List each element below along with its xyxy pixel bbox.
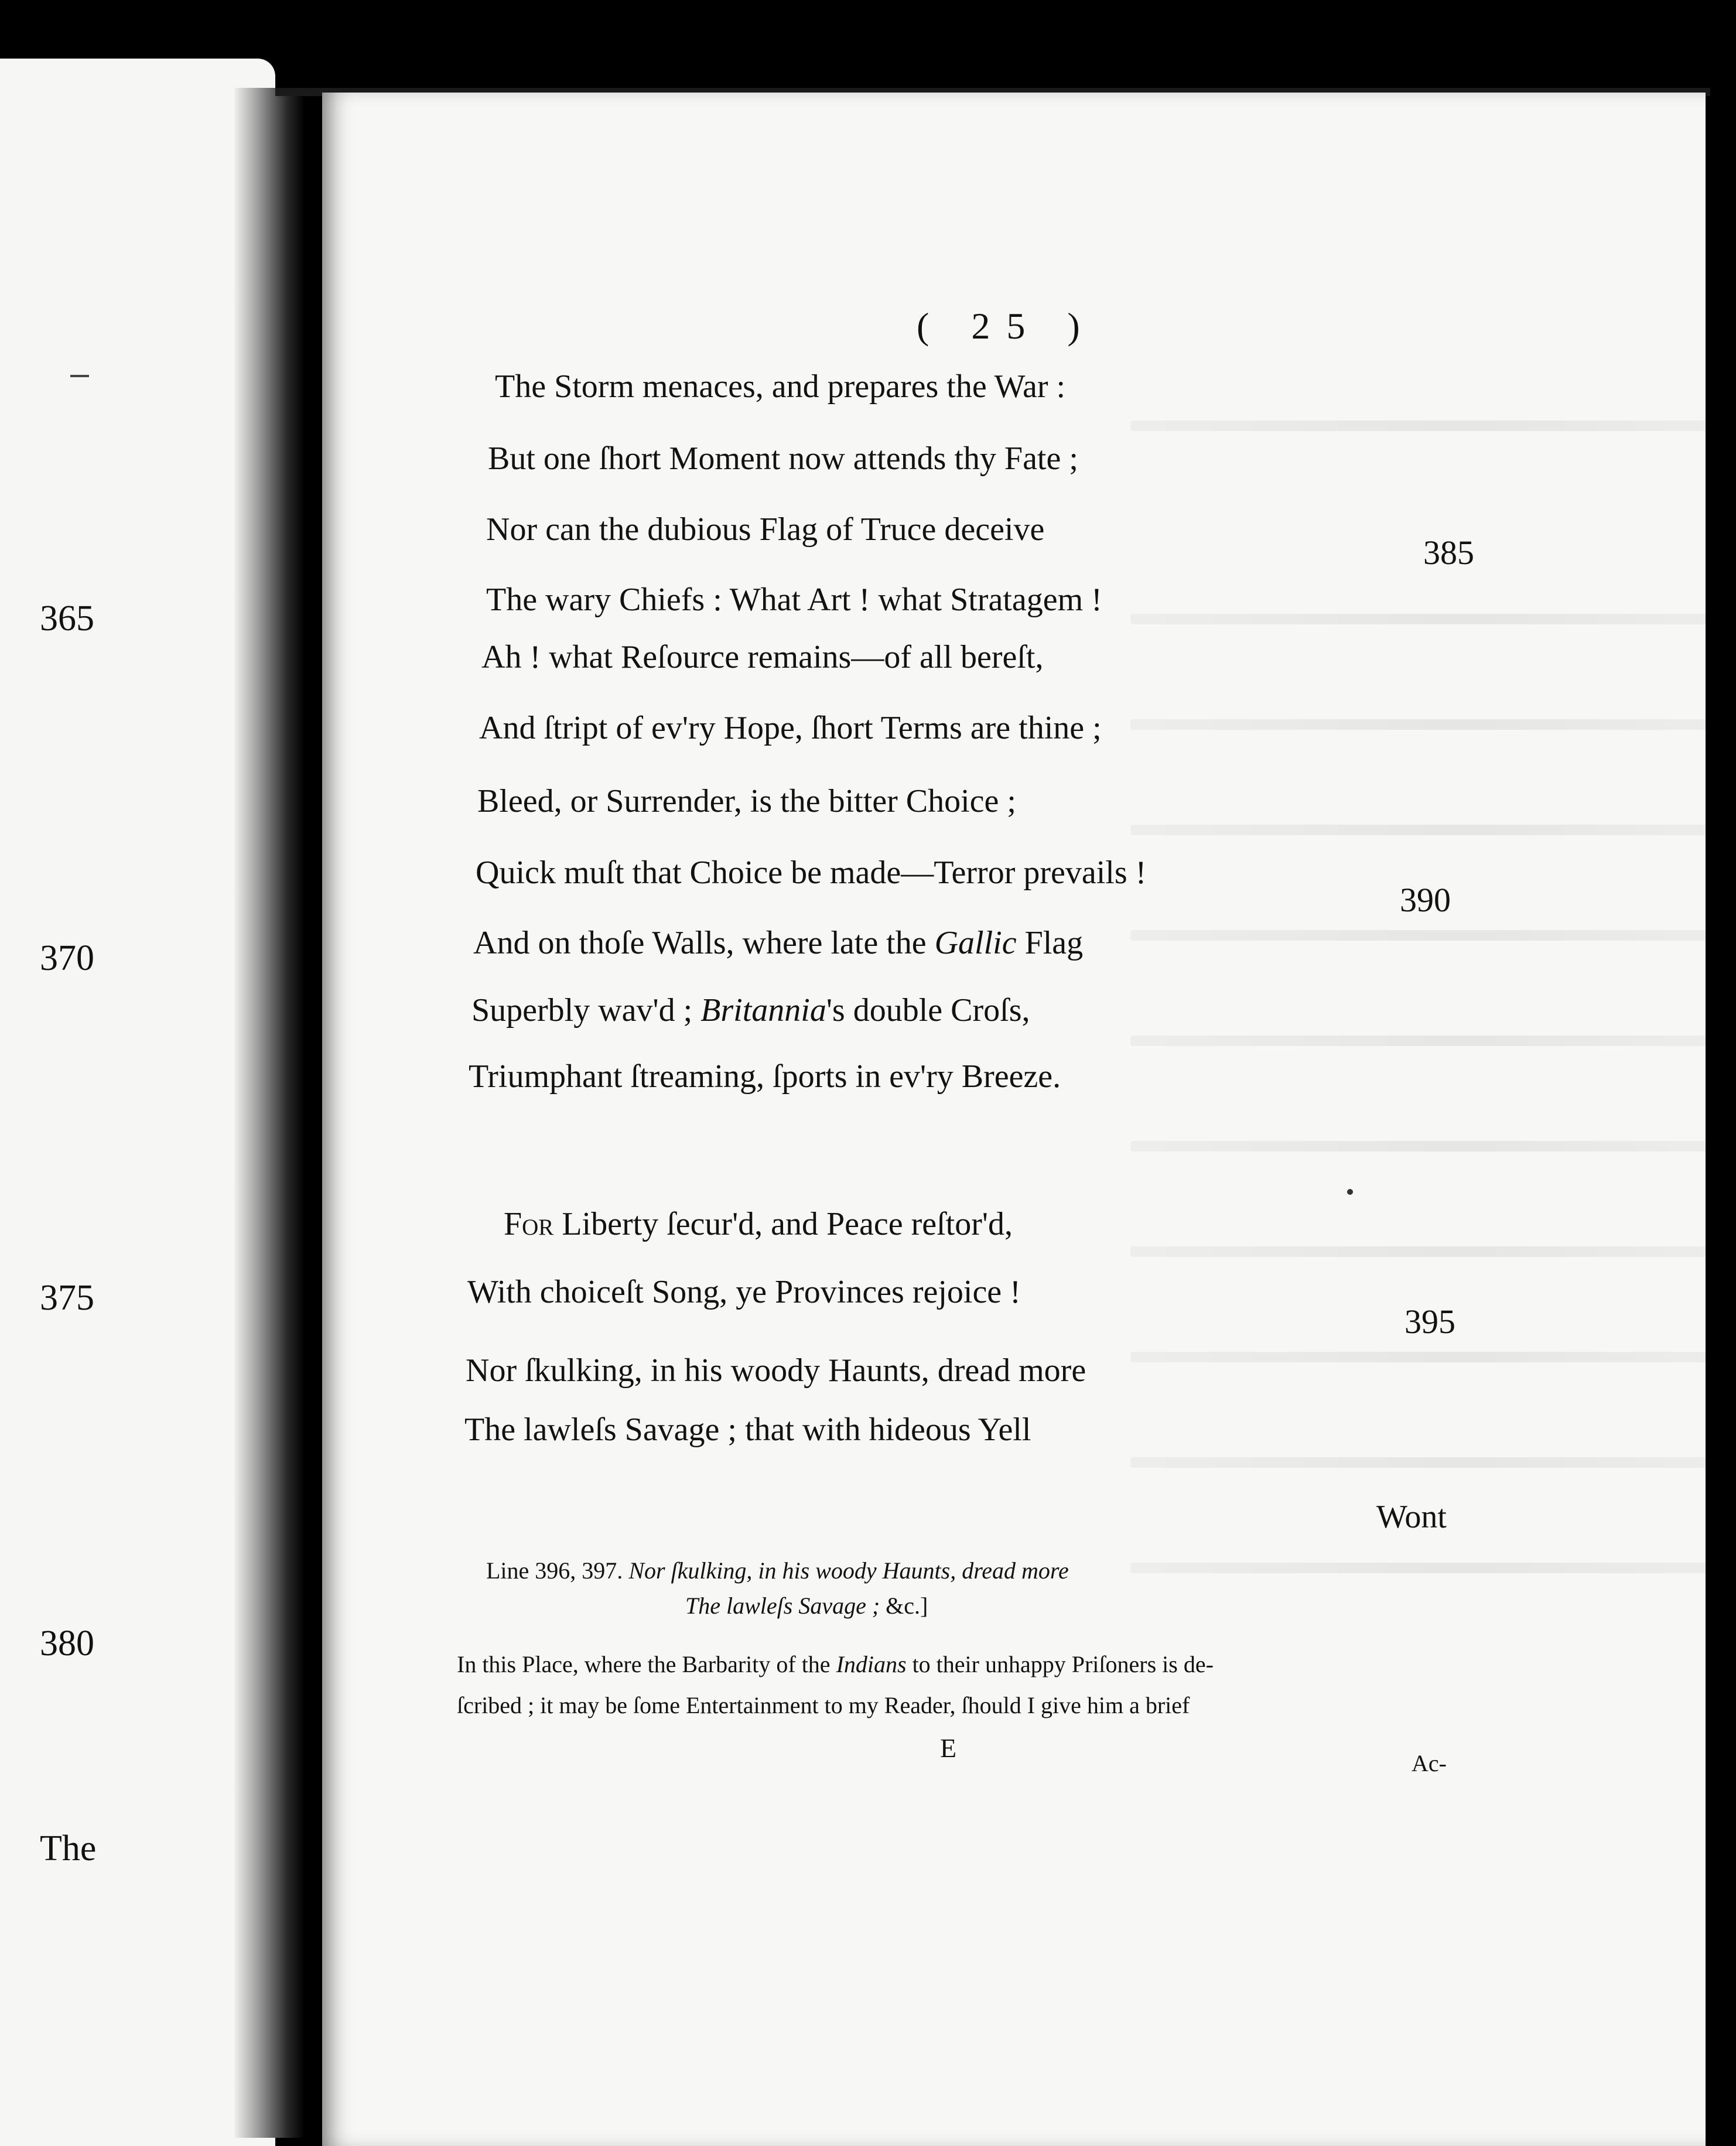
bleed-through <box>1130 1563 1736 1573</box>
footnote-reference <box>486 1559 1069 1583</box>
poem-line-text: Liberty ſecur'd, and Peace reſtor'd, <box>553 1206 1013 1242</box>
bleed-through <box>1130 1246 1736 1257</box>
bleed-through <box>1130 1352 1736 1362</box>
signature-mark: E <box>940 1733 957 1763</box>
bleed-through <box>1130 421 1736 431</box>
bleed-through <box>1130 614 1736 624</box>
footnote-quote: Nor ſkulking, in his woody Haunts, dread more <box>628 1557 1069 1584</box>
ink-dot <box>1347 1189 1353 1195</box>
poem-line: Triumphant ſtreaming, ſports in ev'ry Breeze. <box>469 1058 1061 1095</box>
poem-line <box>471 994 1030 1027</box>
poem-line <box>504 1208 1013 1241</box>
footnote-italic: Indians <box>836 1651 907 1677</box>
footnote-reference-cont <box>685 1594 928 1618</box>
footnote-quote: The lawleſs Savage ; <box>685 1593 880 1619</box>
poem-line-text: For <box>504 1206 554 1242</box>
footnote-quote-end: &c.] <box>880 1593 928 1619</box>
bleed-through <box>1130 825 1736 835</box>
poem-italic: Britannia <box>700 992 826 1028</box>
bleed-through <box>1130 1141 1736 1151</box>
bleed-through <box>1130 1457 1736 1468</box>
poem-italic: Gallic <box>934 925 1017 961</box>
left-line-number: 380 <box>40 1624 94 1663</box>
poem-line-text: Superbly wav'd ; <box>471 992 693 1028</box>
poem-line-text: 's double Croſs, <box>826 992 1030 1028</box>
catchword: Wont <box>1376 1499 1447 1535</box>
bleed-through <box>1130 1036 1736 1046</box>
poem-line: With choiceſt Song, ye Provinces rejoice ! <box>467 1274 1021 1310</box>
footnote-text: In this Place, where the Barbarity of the <box>457 1651 831 1677</box>
line-number: 395 <box>1404 1303 1455 1341</box>
poem-line: And ſtript of ev'ry Hope, ſhort Terms are thine ; <box>479 710 1102 746</box>
line-number: 385 <box>1423 534 1474 572</box>
poem-line-text: Flag <box>1024 925 1084 961</box>
left-line-number: 365 <box>40 599 94 638</box>
footnote-catchword: Ac- <box>1412 1750 1447 1776</box>
left-line-number: 375 <box>40 1278 94 1318</box>
poem-line: Bleed, or Surrender, is the bitter Choice ; <box>477 783 1016 819</box>
bleed-through <box>1130 719 1736 730</box>
poem-line: Ah ! what Reſource remains—of all bereſt, <box>481 639 1044 675</box>
poem-line <box>473 927 1083 959</box>
left-catchword: The <box>40 1829 97 1868</box>
bleed-through <box>1130 930 1736 941</box>
footnote-text: to their unhappy Priſoners is de- <box>912 1651 1214 1677</box>
poem-line: The wary Chiefs : What Art ! what Stratagem ! <box>486 582 1102 618</box>
line-number: 390 <box>1400 881 1451 919</box>
poem-line: Nor ſkulking, in his woody Haunts, dread more <box>466 1352 1086 1389</box>
book-gutter-shadow <box>234 88 305 2138</box>
poem-line: The lawleſs Savage ; that with hideous Yell <box>464 1412 1031 1448</box>
page-number: ( 25 ) <box>917 305 1096 347</box>
poem-line-text: And on thoſe Walls, where late the <box>473 925 927 961</box>
margin-mark <box>70 375 89 377</box>
poem-line: But one ſhort Moment now attends thy Fate ; <box>488 440 1078 477</box>
poem-line: Nor can the dubious Flag of Truce deceive <box>486 511 1045 548</box>
left-line-number: 370 <box>40 938 94 978</box>
footnote-body: ſcribed ; it may be ſome Entertainment to my Reader, ſhould I give him a brief <box>457 1692 1190 1718</box>
poem-line: Quick muſt that Choice be made—Terror prevails ! <box>476 855 1147 891</box>
poem-line: The Storm menaces, and prepares the War : <box>495 368 1066 405</box>
footnote-body <box>457 1653 1214 1676</box>
footnote-line-ref: Line 396, 397. <box>486 1557 623 1584</box>
